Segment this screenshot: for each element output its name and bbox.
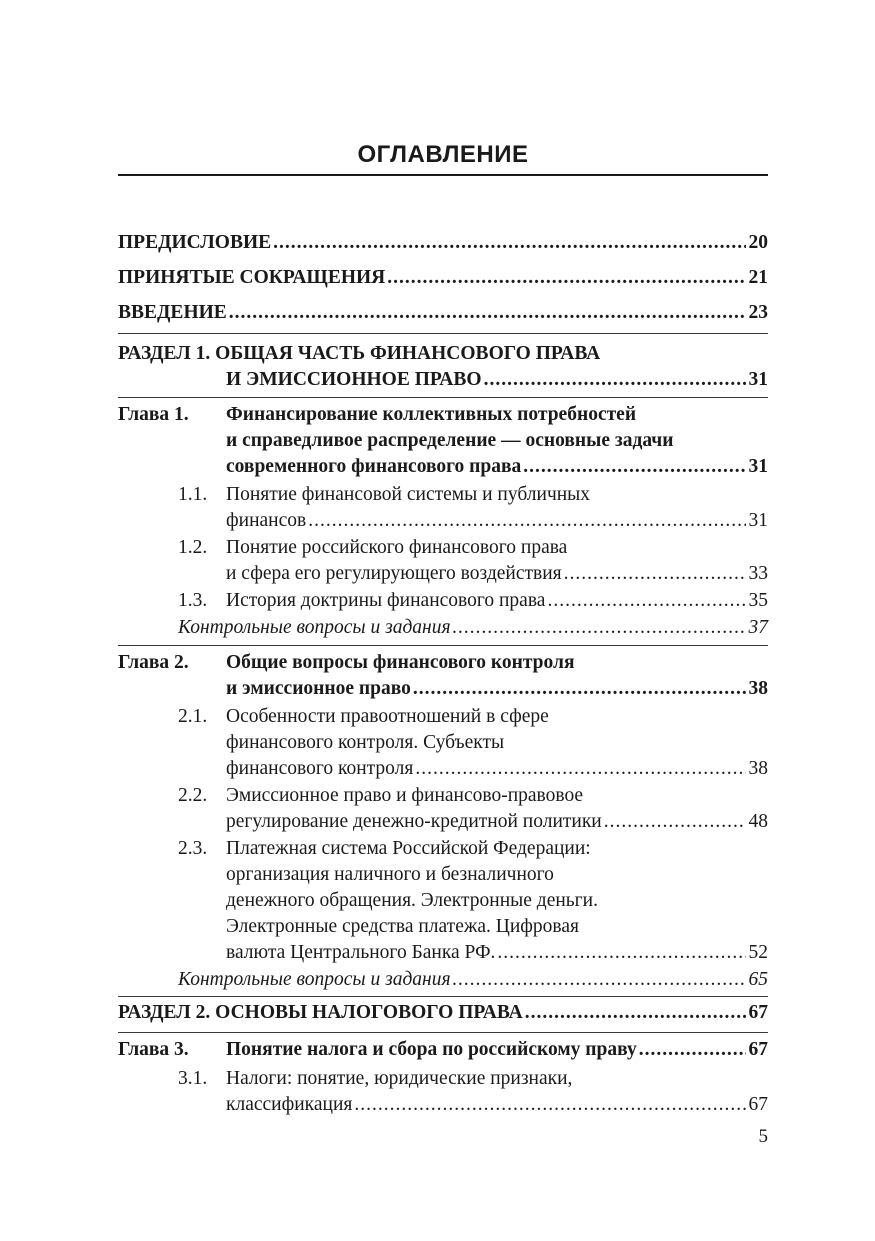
item-number: 1.2. [178,537,208,558]
dot-leader [564,561,746,587]
item-text[interactable]: Понятие российского финансового права [226,537,568,558]
item-text[interactable]: Налоги: понятие, юридические признаки, [226,1068,573,1089]
entry-page: 38 [748,678,768,699]
chapter3-title[interactable] [226,1037,768,1063]
chapter1-label: Глава 1. [118,404,189,425]
toc-item-1-1[interactable] [226,508,768,534]
toc-entry-preface[interactable] [118,230,768,256]
item-number: 1.1. [178,484,208,505]
item-number: 2.2. [178,785,208,806]
entry-page: 21 [748,267,768,288]
dot-leader [415,756,745,782]
entry-text: ВВЕДЕНИЕ [118,302,227,323]
entry-text: регулирование денежно-кредитной политики [226,811,602,832]
entry-page: 48 [748,811,768,832]
divider [118,1032,768,1033]
chapter1-title-last[interactable] [226,454,768,480]
entry-text: Понятие налога и сбора по российскому праву [226,1039,637,1060]
entry-text: Контрольные вопросы и задания [178,969,451,990]
dot-leader [523,454,745,480]
dot-leader [413,676,746,702]
dot-leader [497,940,745,966]
chapter2-label: Глава 2. [118,652,189,673]
chapter1-title-line[interactable]: Финансирование коллективных потребностей [226,404,637,425]
item-number: 2.1. [178,706,208,727]
dot-leader [604,809,746,835]
entry-text: Контрольные вопросы и задания [178,617,451,638]
entry-text: и сфера его регулирующего воздействия [226,563,562,584]
chapter1-title-line[interactable]: и справедливое распределение — основные задачи [226,430,674,451]
toc-item-2-3[interactable] [226,940,768,966]
entry-text: финансов [226,510,307,531]
dot-leader [547,588,745,614]
dot-leader [308,508,745,534]
item-text[interactable]: Платежная система Российской Федерации: [226,838,591,859]
entry-page: 33 [748,563,768,584]
toc-item-2-1[interactable] [226,756,768,782]
item-text[interactable]: Эмиссионное право и финансово-правовое [226,785,584,806]
dot-leader [453,967,746,993]
toc-item-2-2[interactable] [226,809,768,835]
entry-text: РАЗДЕЛ 2. ОСНОВЫ НАЛОГОВОГО ПРАВА [118,1002,523,1023]
entry-text: валюта Центрального Банка РФ. [226,942,496,963]
chapter2-title-last[interactable] [226,676,768,702]
entry-text: и эмиссионное право [226,678,411,699]
entry-text: И ЭМИССИОННОЕ ПРАВО [226,369,482,390]
entry-page: 65 [748,969,768,990]
item-number: 3.1. [178,1068,208,1089]
entry-text: современного финансового права [226,456,522,477]
item-text[interactable]: финансового контроля. Субъекты [226,732,505,753]
toc-item-1-2[interactable] [226,561,768,587]
entry-page: 67 [748,1002,768,1023]
entry-text: ПРЕДИСЛОВИЕ [118,232,272,253]
entry-page: 35 [748,590,768,611]
item-text[interactable]: Электронные средства платежа. Цифровая [226,916,579,937]
entry-page: 37 [748,617,768,638]
entry-text: финансового контроля [226,758,414,779]
entry-page: 38 [748,758,768,779]
section1-heading[interactable]: РАЗДЕЛ 1. ОБЩАЯ ЧАСТЬ ФИНАНСОВОГО ПРАВА [118,343,601,364]
toc-entry-abbreviations[interactable] [118,265,768,291]
entry-page: 31 [748,456,768,477]
dot-leader [229,300,746,326]
title-rule [118,174,768,176]
page-number: 5 [758,1126,768,1147]
chapter2-questions[interactable] [178,967,768,993]
entry-page: 67 [748,1039,768,1060]
section1-heading-cont[interactable] [226,367,768,393]
dot-leader [354,1092,745,1118]
dot-leader [525,1000,746,1026]
divider [118,996,768,997]
dot-leader [484,367,746,393]
toc-item-3-1[interactable] [226,1092,768,1118]
divider [118,333,768,334]
entry-page: 67 [748,1094,768,1115]
divider [118,645,768,646]
entry-page: 52 [748,942,768,963]
item-text[interactable]: денежного обращения. Электронные деньги. [226,890,598,911]
entry-page: 23 [748,302,768,323]
toc-entry-introduction[interactable] [118,300,768,326]
toc-title: ОГЛАВЛЕНИЕ [357,141,529,168]
chapter1-questions[interactable] [178,615,768,641]
entry-text: История доктрины финансового права [226,590,546,611]
entry-page: 31 [748,369,768,390]
section2-heading[interactable] [118,1000,768,1026]
chapter3-label: Глава 3. [118,1039,189,1060]
entry-text: классификация [226,1094,353,1115]
toc-item-1-3[interactable] [226,588,768,614]
chapter2-title-line[interactable]: Общие вопросы финансового контроля [226,652,575,673]
entry-page: 31 [748,510,768,531]
item-text[interactable]: Понятие финансовой системы и публичных [226,484,591,505]
dot-leader [639,1037,746,1063]
item-text[interactable]: организация наличного и безналичного [226,864,554,885]
item-number: 2.3. [178,838,208,859]
entry-page: 20 [748,232,768,253]
entry-text: ПРИНЯТЫЕ СОКРАЩЕНИЯ [118,267,386,288]
divider [118,397,768,398]
dot-leader [273,230,745,256]
dot-leader [453,615,746,641]
dot-leader [387,265,745,291]
item-text[interactable]: Особенности правоотношений в сфере [226,706,549,727]
item-number: 1.3. [178,590,208,611]
